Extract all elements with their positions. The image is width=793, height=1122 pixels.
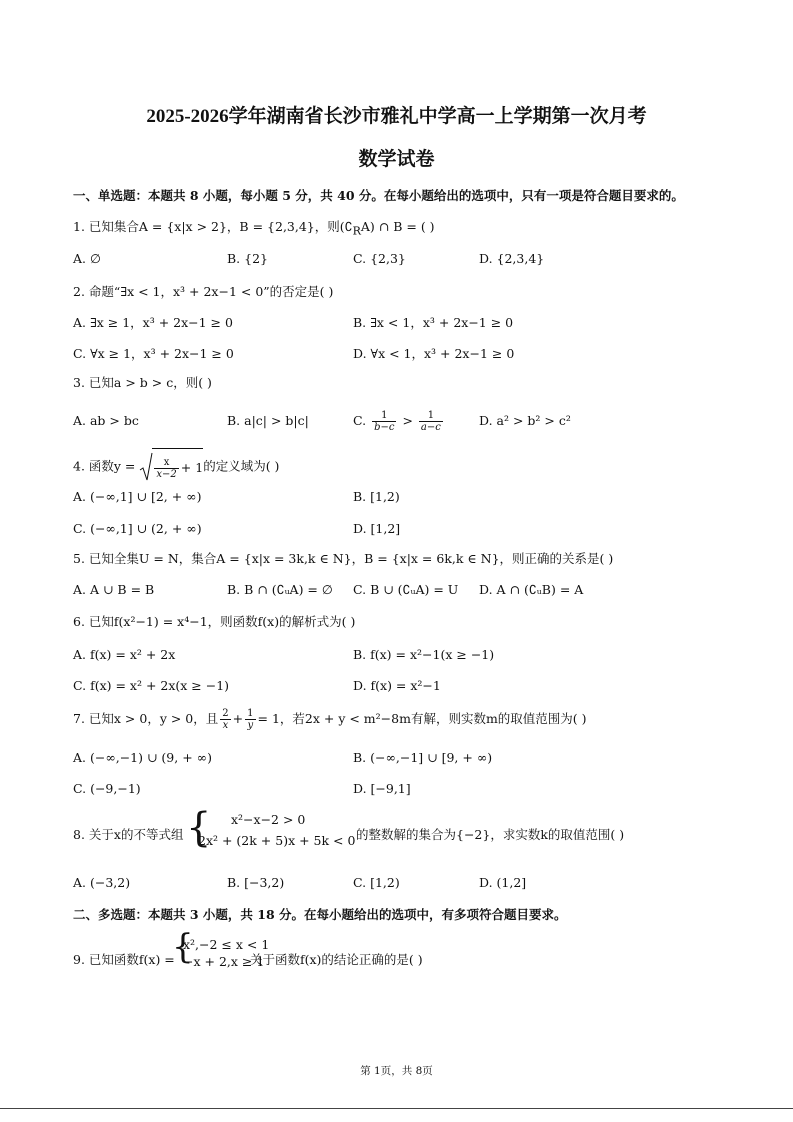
left-brace-icon: { [172, 927, 194, 967]
question-4-option-c: C. (−∞,1] ∪ (2, + ∞) [73, 521, 202, 536]
question-7-option-d: D. [−9,1] [353, 781, 411, 796]
question-3-option-d: D. a² > b² > c² [479, 413, 571, 428]
question-6-option-a: A. f(x) = x² + 2x [73, 647, 176, 662]
question-5-option-c: C. B ∪ (∁ᵤA) = U [353, 582, 459, 597]
radical-sign-icon [139, 452, 153, 482]
question-8-stem-prefix: 8. 关于x的不等式组 [73, 827, 184, 842]
question-7-stem-prefix: 7. 已知x > 0，y > 0，且 [73, 711, 219, 726]
question-8-system-row-1: x²−x−2 > 0 [231, 812, 306, 827]
fraction [220, 708, 230, 731]
question-4-stem-prefix: 4. 函数y = [73, 458, 136, 474]
numerator: 1 [419, 410, 443, 422]
question-4-option-b: B. [1,2) [353, 489, 400, 504]
question-9-piece-row-1: x²,−2 ≤ x < 1 [183, 937, 270, 952]
denominator: a−c [420, 422, 441, 433]
numerator: 2 [222, 708, 229, 719]
question-8-option-b: B. [−3,2) [227, 875, 285, 890]
question-4-stem [73, 448, 279, 486]
denominator: y [247, 720, 254, 731]
question-2-option-b: B. ∃x < 1，x³ + 2x−1 ≥ 0 [353, 315, 514, 330]
question-8-option-c: C. [1,2) [353, 875, 400, 890]
question-7-option-c: C. (−9,−1) [73, 781, 141, 796]
question-8-option-a: A. (−3,2) [73, 875, 131, 890]
question-3-stem: 3. 已知a > b > c，则( ) [73, 375, 212, 390]
question-9-stem-tail: 关于函数f(x)的结论正确的是( ) [250, 952, 423, 967]
question-5-option-a: A. A ∪ B = B [73, 582, 155, 597]
question-1-stem-sub: R [352, 224, 361, 238]
question-7-option-a: A. (−∞,−1) ∪ (9, + ∞) [73, 750, 212, 765]
question-6-stem: 6. 已知f(x²−1) = x⁴−1，则函数f(x)的解析式为( ) [73, 614, 356, 629]
denominator: b−c [374, 422, 395, 433]
question-2-option-a: A. ∃x ≥ 1，x³ + 2x−1 ≥ 0 [73, 315, 233, 330]
question-4-stem-tail: 的定义域为( ) [203, 458, 280, 474]
question-1-stem [73, 219, 435, 240]
denominator: x [222, 720, 229, 731]
question-2-stem: 2. 命题“∃x < 1，x³ + 2x−1 < 0”的否定是( ) [73, 284, 334, 299]
page-bottom-divider [0, 1108, 793, 1109]
question-3-option-c-label: C. [353, 413, 367, 428]
numerator: 1 [247, 708, 254, 719]
question-1-stem-text: 1. 已知集合A = {x|x > 2}，B = {2,3,4}，则(∁ [73, 219, 353, 234]
section-heading-single-choice: 一、单选题：本题共 8 小题，每小题 5 分，共 40 分。在每小题给出的选项中，只有一项是符合题目要求的。 [73, 188, 684, 203]
question-6-option-d: D. f(x) = x²−1 [353, 678, 441, 693]
question-4-option-a: A. (−∞,1] ∪ [2, + ∞) [73, 489, 202, 504]
fraction [372, 410, 396, 433]
question-5-stem: 5. 已知全集U = N，集合A = {x|x = 3k,k ∈ N}，B = {x|x = 6k,k ∈ N}，则正确的关系是( ) [73, 551, 614, 566]
section-heading-multiple-choice: 二、多选题：本题共 3 小题，共 18 分。在每小题给出的选项中，有多项符合题目要求。 [73, 907, 567, 922]
question-9-stem-prefix: 9. 已知函数f(x) = [73, 952, 175, 967]
page-title: 2025-2026学年湖南省长沙市雅礼中学高一上学期第一次月考 [146, 106, 647, 127]
question-5-option-d: D. A ∩ (∁ᵤB) = A [479, 582, 584, 597]
question-3-option-a: A. ab > bc [73, 413, 139, 428]
question-8-option-d: D. (1,2] [479, 875, 527, 890]
numerator: 1 [372, 410, 396, 422]
question-1-option-d: D. {2,3,4} [479, 251, 545, 266]
question-7-stem [73, 703, 587, 735]
question-7-option-b: B. (−∞,−1] ∪ [9, + ∞) [353, 750, 493, 765]
question-2-option-d: D. ∀x < 1，x³ + 2x−1 ≥ 0 [353, 346, 515, 361]
plus-sign: + [232, 711, 244, 726]
denominator: x−2 [156, 469, 177, 480]
numerator: x [154, 457, 178, 469]
question-3-option-c [353, 405, 445, 437]
question-4-option-d: D. [1,2] [353, 521, 401, 536]
question-1-option-a: A. ∅ [73, 251, 101, 266]
question-3-option-b: B. a|c| > b|c| [227, 413, 309, 428]
question-9-piece-row-2: −x + 2,x ≥ 1 [183, 954, 265, 969]
question-1-stem-tail: A) ∩ B = ( ) [360, 219, 435, 234]
page-subtitle: 数学试卷 [358, 149, 435, 170]
question-5-option-b: B. B ∩ (∁ᵤA) = ∅ [227, 582, 333, 597]
fraction [154, 457, 178, 480]
page-footer: 第 1页，共 8页 [360, 1065, 433, 1077]
question-1-option-c: C. {2,3} [353, 251, 406, 266]
fraction [245, 708, 255, 731]
question-6-option-b: B. f(x) = x²−1(x ≥ −1) [353, 647, 495, 662]
question-8-stem-tail: 的整数解的集合为{−2}，求实数k的取值范围( ) [356, 827, 625, 842]
question-2-option-c: C. ∀x ≥ 1，x³ + 2x−1 ≥ 0 [73, 346, 234, 361]
greater-than-sign: > [402, 413, 413, 428]
left-brace-icon: { [186, 805, 212, 851]
radicand-tail: + 1 [180, 460, 204, 475]
question-7-stem-tail: = 1，若2x + y < m²−8m有解，则实数m的取值范围为( ) [257, 711, 587, 726]
question-6-option-c: C. f(x) = x² + 2x(x ≥ −1) [73, 678, 230, 693]
radicand [152, 448, 203, 486]
question-8-system-row-2: 2x² + (2k + 5)x + 5k < 0 [198, 833, 356, 848]
question-1-option-b: B. {2} [227, 251, 268, 266]
fraction [419, 410, 443, 433]
